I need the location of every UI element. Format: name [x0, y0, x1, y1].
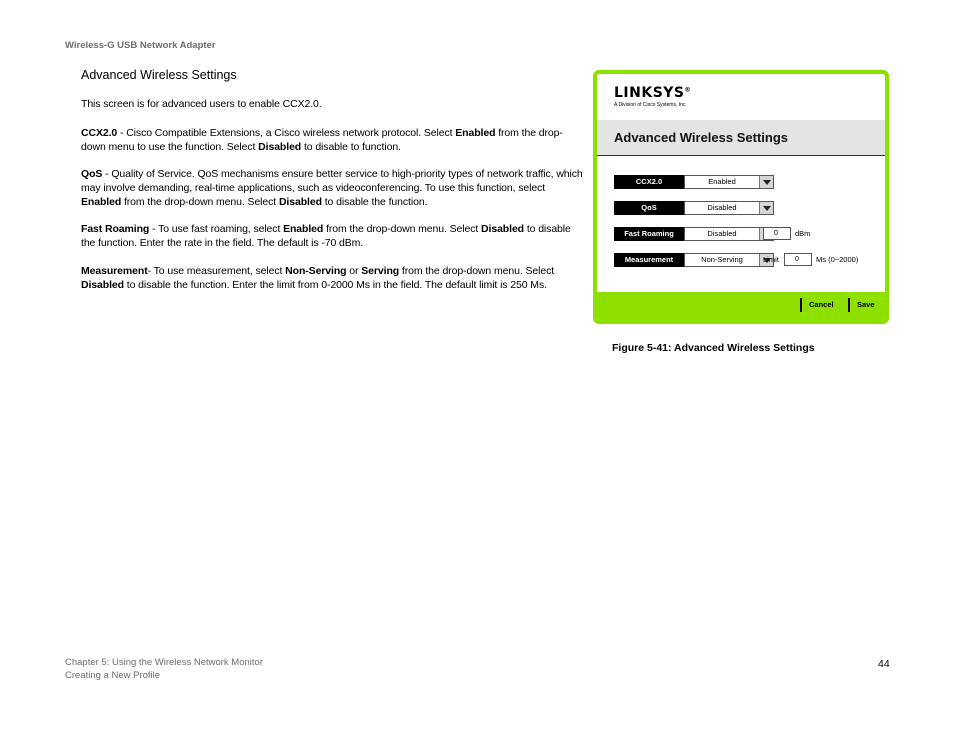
option: Enabled [455, 127, 496, 139]
logo-area [597, 74, 885, 120]
intro-paragraph: This screen is for advanced users to enable CCX2.0. [81, 98, 322, 110]
option: Enabled [283, 223, 324, 235]
footer-subsection: Creating a New Profile [65, 669, 161, 681]
qos-paragraph [81, 167, 584, 209]
logo-tagline: A Division of Cisco Systems, Inc. [614, 102, 687, 108]
option: Disabled [278, 196, 322, 208]
fast-roaming-select[interactable] [684, 227, 774, 241]
option: Non-Serving [285, 265, 347, 277]
measurement-row [614, 253, 879, 267]
figure-caption: Figure 5-41: Advanced Wireless Settings [612, 342, 815, 354]
footer-chapter: Chapter 5: Using the Wireless Network Monitor [65, 657, 263, 668]
cancel-button[interactable]: Cancel [809, 300, 834, 309]
settings-screenshot-figure [593, 70, 889, 324]
text: or [346, 265, 362, 277]
measurement-label: Measurement [614, 253, 684, 267]
measurement-select-value: Non-Serving [701, 255, 743, 264]
registered-mark: ® [684, 86, 691, 94]
linksys-logo [614, 85, 691, 101]
option: Enabled [81, 196, 122, 208]
fast-roaming-row [614, 227, 874, 241]
ccx-label: CCX2.0 [614, 175, 684, 189]
limit-label: Limit [763, 255, 779, 264]
section-title: Advanced Wireless Settings [81, 68, 237, 82]
ccx-select-value: Enabled [708, 177, 736, 186]
text: from the drop-down menu. Select [121, 196, 279, 208]
fast-roaming-label: Fast Roaming [614, 227, 684, 241]
running-header: Wireless-G USB Network Adapter [65, 40, 216, 51]
fast-roaming-select-value: Disabled [707, 229, 737, 238]
text: from the drop-down menu. Select [323, 223, 482, 235]
qos-label: QoS [614, 201, 684, 215]
ccx-select[interactable] [684, 175, 774, 189]
ms-range-label: Ms (0~2000) [816, 255, 859, 264]
text: to disable to function. [301, 141, 401, 153]
panel-title: Advanced Wireless Settings [614, 130, 788, 145]
fast-roaming-rate-input[interactable]: 0 [763, 227, 791, 240]
measurement-select[interactable] [684, 253, 774, 267]
dropdown-arrow-icon[interactable] [759, 202, 773, 214]
text: - To use fast roaming, select [149, 223, 284, 235]
settings-panel [597, 74, 885, 320]
text: from the drop-down menu to use the function. Select [81, 127, 563, 153]
option: Disabled [258, 141, 302, 153]
fast-roaming-paragraph [81, 222, 584, 250]
option: Serving [361, 265, 400, 277]
page-number: 44 [878, 658, 890, 670]
term: Measurement [81, 265, 148, 277]
qos-select[interactable] [684, 201, 774, 215]
page-footer [65, 657, 263, 682]
text: to disable the function. Enter the rate in the field. The default is -70 dBm. [81, 223, 571, 249]
term: QoS [81, 168, 103, 180]
text: - Cisco Compatible Extensions, a Cisco wireless network protocol. Select [117, 127, 456, 139]
save-button[interactable]: Save [857, 300, 875, 309]
measurement-paragraph [81, 264, 584, 292]
panel-footer [597, 292, 885, 320]
text: to disable the function. Enter the limit from 0-2000 Ms in the field. The default limit is 250 Ms. [123, 279, 547, 291]
text: to disable the function. [321, 196, 428, 208]
term: Fast Roaming [81, 223, 150, 235]
measurement-limit-input[interactable]: 0 [784, 253, 812, 266]
text: - To use measurement, select [147, 265, 286, 277]
term: CCX2.0 [81, 127, 118, 139]
qos-select-value: Disabled [707, 203, 737, 212]
text: from the drop-down menu. Select [399, 265, 555, 277]
ccx-paragraph [81, 126, 584, 154]
logo-text: LINKSYS [614, 85, 685, 101]
option: Disabled [481, 223, 524, 235]
divider [848, 298, 850, 312]
dbm-unit-label: dBm [795, 229, 811, 238]
divider [800, 298, 802, 312]
dropdown-arrow-icon[interactable] [759, 176, 773, 188]
text: - Quality of Service. QoS mechanisms ensure better service to high-priority types of network traffic, which may involve demanding, real-time applications, such as videoconferencing. To use this function, select [81, 168, 583, 194]
option: Disabled [81, 279, 124, 291]
title-bar [597, 120, 885, 156]
